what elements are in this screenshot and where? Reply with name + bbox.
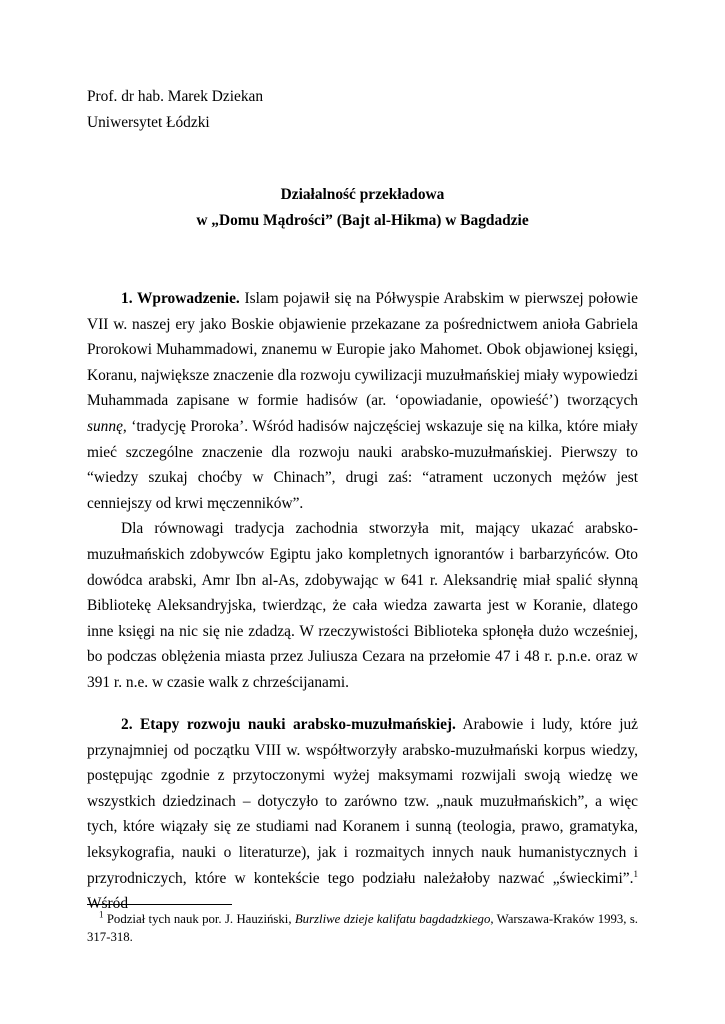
footnote-divider [87, 904, 232, 905]
paragraph: Dla równowagi tradycja zachodnia stworzyła mit, mający ukazać arabsko-muzułmańskich zdobywców Egiptu jako kompletnych ignorantów i barbarzyńców. Oto dowódca arabski, Amr Ibn al-As, zdobywając w 641 r. Aleksandrię miał spalić słynną Bibliotekę Aleksandryjska, twierdząc, że cała wiedza zawarta jest w Koranie, dlatego inne księgi na nic się nie zdadzą. W rzeczywistości Biblioteka spłonęła dużo wcześniej, bo podczas oblężenia miasta przez Juliusza Cezara na przełomie 47 i 48 r. p.n.e. oraz w 391 r. n.e. w czasie walk z chrześcijanami. [87, 520, 638, 691]
footnote-reference[interactable]: 1 [633, 868, 638, 879]
section-heading: 2. Etapy rozwoju nauki arabsko-muzułmańskiej. [121, 716, 456, 733]
paragraph [87, 286, 638, 516]
paragraph-text: , ‘tradycję Proroka’. Wśród hadisów najczęściej wskazuje się na kilka, które miały mieć szczególne znaczenie dla rozwoju nauki arabsko-muzułmańskiej. Pierwszy to “wiedzy szukaj choćby w Chinach”, drugi zaś: “atrament uczonych mężów jest cenniejszy od krwi męczenników”. [87, 417, 638, 512]
title-line-1: Działalność przekładowa [280, 186, 445, 203]
paragraph-text: Islam pojawił się na Półwyspie Arabskim w pierwszej połowie VII w. naszej ery jako Boskie objawienie przekazane za pośrednictwem anioła Gabriela Prorokowi Muhammadowi, znanemu w Europie jako Mahomet. Obok objawionej księgi, Koranu, największe znaczenie dla rozwoju cywilizacji muzułmańskiej miały wypowiedzi Muhammada zapisane w formie hadisów (ar. ‘opowiadanie, opowieść’) tworzących [87, 290, 638, 410]
section-heading: 1. Wprowadzenie. [121, 290, 240, 307]
title-line-2: w „Domu Mądrości” (Bajt al-Hikma) w Bagdadzie [196, 212, 529, 229]
paragraph [87, 712, 638, 917]
author-affiliation: Uniwersytet Łódzki [87, 114, 210, 131]
paper-title [0, 182, 725, 234]
section-introduction [87, 286, 638, 696]
author-name: Prof. dr hab. Marek Dziekan [87, 88, 264, 105]
footnote-book-title: Burzliwe dzieje kalifatu bagdadzkiego [294, 912, 491, 926]
footnote-number: 1 [99, 909, 104, 920]
emphasis-text: sunnę [87, 417, 123, 435]
footnote-text: , Warszawa-Kraków 1993, s. 317-318. [87, 912, 638, 944]
footnote [87, 910, 638, 946]
paragraph-text: Arabowie i ludy, które już przynajmniej od początku VIII w. współtworzyły arabsko-muzułmański korpus wiedzy, postępując zgodnie z przytoczonymi wyżej maksymami rozwijali swoją wiedzę we wszystkich dziedzinach – dotyczyło to zarówno tzw. „nauk muzułmańskich”, a więc tych, które wiązały się ze studiami nad Koranem i sunną (teologia, prawo, gramatyka, leksykografia, nauki o literaturze), jak i rozmaitych innych nauk humanistycznych i przyrodniczych, które w kontekście tego podziału należałoby nazwać „świeckimi”. [87, 716, 639, 887]
footnote-text: Podział tych nauk por. J. Hauziński, [103, 912, 295, 926]
section-stages [87, 712, 638, 917]
paragraph-text: Wśród [87, 895, 129, 913]
author-block [87, 84, 263, 136]
